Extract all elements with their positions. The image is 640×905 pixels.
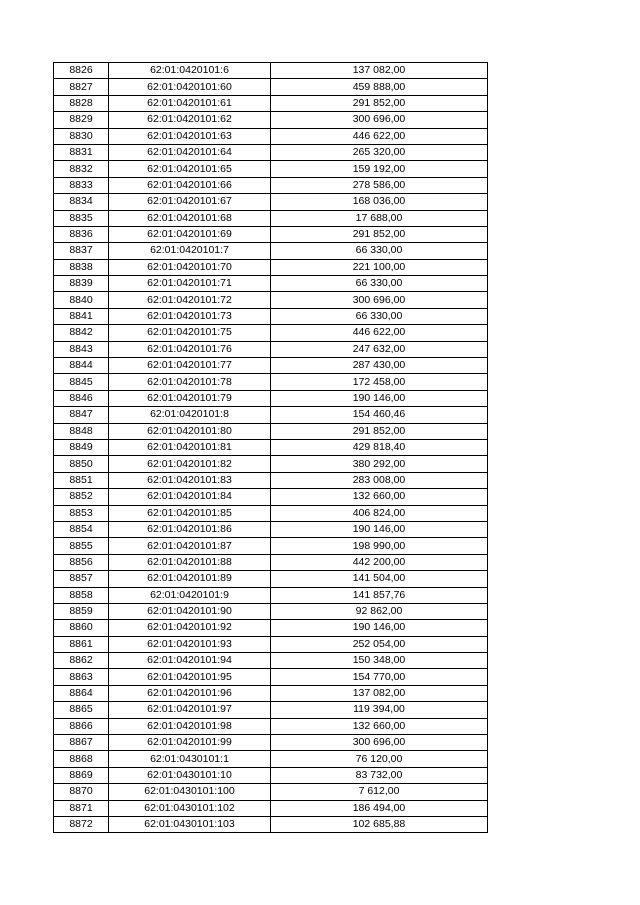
value-cell: 76 120,00 [271, 751, 488, 767]
value-cell: 265 320,00 [271, 144, 488, 160]
table-row [54, 177, 488, 193]
cadastral-number-cell: 62:01:0420101:63 [109, 128, 271, 144]
table-row [54, 341, 488, 357]
cadastral-number-cell: 62:01:0420101:68 [109, 210, 271, 226]
row-number-cell: 8851 [54, 472, 109, 488]
cadastral-number-cell: 62:01:0420101:98 [109, 718, 271, 734]
table-row [54, 144, 488, 160]
value-cell: 137 082,00 [271, 685, 488, 701]
value-cell: 380 292,00 [271, 456, 488, 472]
row-number-cell: 8827 [54, 79, 109, 95]
value-cell: 247 632,00 [271, 341, 488, 357]
row-number-cell: 8857 [54, 571, 109, 587]
table-row [54, 751, 488, 767]
value-cell: 287 430,00 [271, 358, 488, 374]
table-row [54, 587, 488, 603]
value-cell: 446 622,00 [271, 325, 488, 341]
table-row [54, 816, 488, 832]
table-row [54, 472, 488, 488]
table-row [54, 439, 488, 455]
cadastral-number-cell: 62:01:0420101:89 [109, 571, 271, 587]
cadastral-number-cell: 62:01:0420101:75 [109, 325, 271, 341]
table-row [54, 669, 488, 685]
cadastral-number-cell: 62:01:0420101:73 [109, 308, 271, 324]
value-cell: 291 852,00 [271, 226, 488, 242]
value-cell: 66 330,00 [271, 276, 488, 292]
table-row [54, 79, 488, 95]
value-cell: 221 100,00 [271, 259, 488, 275]
table-row [54, 636, 488, 652]
cadastral-number-cell: 62:01:0420101:62 [109, 112, 271, 128]
row-number-cell: 8830 [54, 128, 109, 144]
row-number-cell: 8870 [54, 784, 109, 800]
cadastral-number-cell: 62:01:0420101:94 [109, 653, 271, 669]
row-number-cell: 8865 [54, 702, 109, 718]
row-number-cell: 8838 [54, 259, 109, 275]
row-number-cell: 8829 [54, 112, 109, 128]
table-row [54, 800, 488, 816]
value-cell: 278 586,00 [271, 177, 488, 193]
cadastral-number-cell: 62:01:0420101:79 [109, 390, 271, 406]
cadastral-number-cell: 62:01:0420101:81 [109, 439, 271, 455]
table-row [54, 702, 488, 718]
data-table [53, 62, 488, 833]
value-cell: 300 696,00 [271, 112, 488, 128]
value-cell: 252 054,00 [271, 636, 488, 652]
value-cell: 119 394,00 [271, 702, 488, 718]
table-row [54, 161, 488, 177]
cadastral-number-cell: 62:01:0420101:8 [109, 407, 271, 423]
table-row [54, 259, 488, 275]
row-number-cell: 8836 [54, 226, 109, 242]
row-number-cell: 8858 [54, 587, 109, 603]
table-body [54, 63, 488, 833]
table-row [54, 243, 488, 259]
value-cell: 198 990,00 [271, 538, 488, 554]
value-cell: 159 192,00 [271, 161, 488, 177]
value-cell: 132 660,00 [271, 489, 488, 505]
table-row [54, 784, 488, 800]
table-row [54, 226, 488, 242]
cadastral-number-cell: 62:01:0420101:90 [109, 603, 271, 619]
value-cell: 190 146,00 [271, 620, 488, 636]
row-number-cell: 8856 [54, 554, 109, 570]
table-row [54, 505, 488, 521]
table-row [54, 735, 488, 751]
table-row [54, 292, 488, 308]
value-cell: 406 824,00 [271, 505, 488, 521]
cadastral-number-cell: 62:01:0430101:10 [109, 767, 271, 783]
value-cell: 190 146,00 [271, 390, 488, 406]
value-cell: 446 622,00 [271, 128, 488, 144]
row-number-cell: 8828 [54, 95, 109, 111]
table-row [54, 95, 488, 111]
row-number-cell: 8846 [54, 390, 109, 406]
table-row [54, 538, 488, 554]
cadastral-number-cell: 62:01:0430101:1 [109, 751, 271, 767]
row-number-cell: 8872 [54, 816, 109, 832]
row-number-cell: 8847 [54, 407, 109, 423]
cadastral-number-cell: 62:01:0420101:67 [109, 194, 271, 210]
row-number-cell: 8841 [54, 308, 109, 324]
value-cell: 186 494,00 [271, 800, 488, 816]
cadastral-number-cell: 62:01:0420101:92 [109, 620, 271, 636]
cadastral-number-cell: 62:01:0420101:60 [109, 79, 271, 95]
row-number-cell: 8849 [54, 439, 109, 455]
row-number-cell: 8867 [54, 735, 109, 751]
row-number-cell: 8860 [54, 620, 109, 636]
cadastral-number-cell: 62:01:0430101:103 [109, 816, 271, 832]
table-row [54, 112, 488, 128]
value-cell: 132 660,00 [271, 718, 488, 734]
row-number-cell: 8840 [54, 292, 109, 308]
table-row [54, 407, 488, 423]
table-row [54, 603, 488, 619]
value-cell: 141 504,00 [271, 571, 488, 587]
table-row [54, 210, 488, 226]
cadastral-number-cell: 62:01:0420101:88 [109, 554, 271, 570]
row-number-cell: 8852 [54, 489, 109, 505]
value-cell: 283 008,00 [271, 472, 488, 488]
cadastral-number-cell: 62:01:0430101:100 [109, 784, 271, 800]
cadastral-number-cell: 62:01:0420101:6 [109, 63, 271, 79]
value-cell: 137 082,00 [271, 63, 488, 79]
cadastral-number-cell: 62:01:0420101:71 [109, 276, 271, 292]
row-number-cell: 8832 [54, 161, 109, 177]
value-cell: 7 612,00 [271, 784, 488, 800]
value-cell: 66 330,00 [271, 243, 488, 259]
value-cell: 291 852,00 [271, 95, 488, 111]
table-row [54, 767, 488, 783]
cadastral-number-cell: 62:01:0420101:83 [109, 472, 271, 488]
value-cell: 172 458,00 [271, 374, 488, 390]
table-row [54, 390, 488, 406]
value-cell: 92 862,00 [271, 603, 488, 619]
cadastral-number-cell: 62:01:0420101:82 [109, 456, 271, 472]
table-row [54, 521, 488, 537]
row-number-cell: 8861 [54, 636, 109, 652]
row-number-cell: 8866 [54, 718, 109, 734]
cadastral-number-cell: 62:01:0420101:97 [109, 702, 271, 718]
table-row [54, 685, 488, 701]
cadastral-number-cell: 62:01:0420101:86 [109, 521, 271, 537]
value-cell: 459 888,00 [271, 79, 488, 95]
cadastral-number-cell: 62:01:0420101:64 [109, 144, 271, 160]
value-cell: 150 348,00 [271, 653, 488, 669]
cadastral-number-cell: 62:01:0420101:70 [109, 259, 271, 275]
table-row [54, 423, 488, 439]
cadastral-number-cell: 62:01:0420101:65 [109, 161, 271, 177]
cadastral-number-cell: 62:01:0420101:77 [109, 358, 271, 374]
cadastral-number-cell: 62:01:0420101:76 [109, 341, 271, 357]
row-number-cell: 8843 [54, 341, 109, 357]
table-row [54, 358, 488, 374]
value-cell: 442 200,00 [271, 554, 488, 570]
cadastral-number-cell: 62:01:0420101:93 [109, 636, 271, 652]
cadastral-number-cell: 62:01:0420101:9 [109, 587, 271, 603]
cadastral-number-cell: 62:01:0420101:96 [109, 685, 271, 701]
row-number-cell: 8833 [54, 177, 109, 193]
row-number-cell: 8826 [54, 63, 109, 79]
row-number-cell: 8859 [54, 603, 109, 619]
row-number-cell: 8850 [54, 456, 109, 472]
value-cell: 154 460,46 [271, 407, 488, 423]
table-row [54, 276, 488, 292]
cadastral-number-cell: 62:01:0420101:69 [109, 226, 271, 242]
value-cell: 141 857,76 [271, 587, 488, 603]
value-cell: 154 770,00 [271, 669, 488, 685]
value-cell: 102 685,88 [271, 816, 488, 832]
table-row [54, 63, 488, 79]
cadastral-number-cell: 62:01:0420101:61 [109, 95, 271, 111]
table-row [54, 571, 488, 587]
table-row [54, 554, 488, 570]
row-number-cell: 8869 [54, 767, 109, 783]
row-number-cell: 8839 [54, 276, 109, 292]
cadastral-number-cell: 62:01:0420101:78 [109, 374, 271, 390]
value-cell: 168 036,00 [271, 194, 488, 210]
row-number-cell: 8845 [54, 374, 109, 390]
cadastral-number-cell: 62:01:0420101:7 [109, 243, 271, 259]
row-number-cell: 8863 [54, 669, 109, 685]
row-number-cell: 8834 [54, 194, 109, 210]
row-number-cell: 8862 [54, 653, 109, 669]
value-cell: 83 732,00 [271, 767, 488, 783]
row-number-cell: 8854 [54, 521, 109, 537]
row-number-cell: 8853 [54, 505, 109, 521]
cadastral-number-cell: 62:01:0420101:99 [109, 735, 271, 751]
row-number-cell: 8844 [54, 358, 109, 374]
row-number-cell: 8848 [54, 423, 109, 439]
table-row [54, 489, 488, 505]
row-number-cell: 8835 [54, 210, 109, 226]
table-row [54, 653, 488, 669]
document-sheet [53, 62, 488, 833]
table-row [54, 456, 488, 472]
table-row [54, 374, 488, 390]
value-cell: 66 330,00 [271, 308, 488, 324]
table-row [54, 325, 488, 341]
value-cell: 300 696,00 [271, 735, 488, 751]
row-number-cell: 8868 [54, 751, 109, 767]
row-number-cell: 8855 [54, 538, 109, 554]
cadastral-number-cell: 62:01:0420101:85 [109, 505, 271, 521]
table-row [54, 718, 488, 734]
cadastral-number-cell: 62:01:0420101:87 [109, 538, 271, 554]
cadastral-number-cell: 62:01:0420101:95 [109, 669, 271, 685]
table-row [54, 128, 488, 144]
cadastral-number-cell: 62:01:0420101:66 [109, 177, 271, 193]
value-cell: 17 688,00 [271, 210, 488, 226]
value-cell: 300 696,00 [271, 292, 488, 308]
row-number-cell: 8837 [54, 243, 109, 259]
table-row [54, 620, 488, 636]
row-number-cell: 8864 [54, 685, 109, 701]
row-number-cell: 8842 [54, 325, 109, 341]
value-cell: 190 146,00 [271, 521, 488, 537]
value-cell: 429 818,40 [271, 439, 488, 455]
table-row [54, 194, 488, 210]
row-number-cell: 8831 [54, 144, 109, 160]
cadastral-number-cell: 62:01:0420101:84 [109, 489, 271, 505]
value-cell: 291 852,00 [271, 423, 488, 439]
row-number-cell: 8871 [54, 800, 109, 816]
cadastral-number-cell: 62:01:0420101:80 [109, 423, 271, 439]
table-row [54, 308, 488, 324]
cadastral-number-cell: 62:01:0430101:102 [109, 800, 271, 816]
cadastral-number-cell: 62:01:0420101:72 [109, 292, 271, 308]
